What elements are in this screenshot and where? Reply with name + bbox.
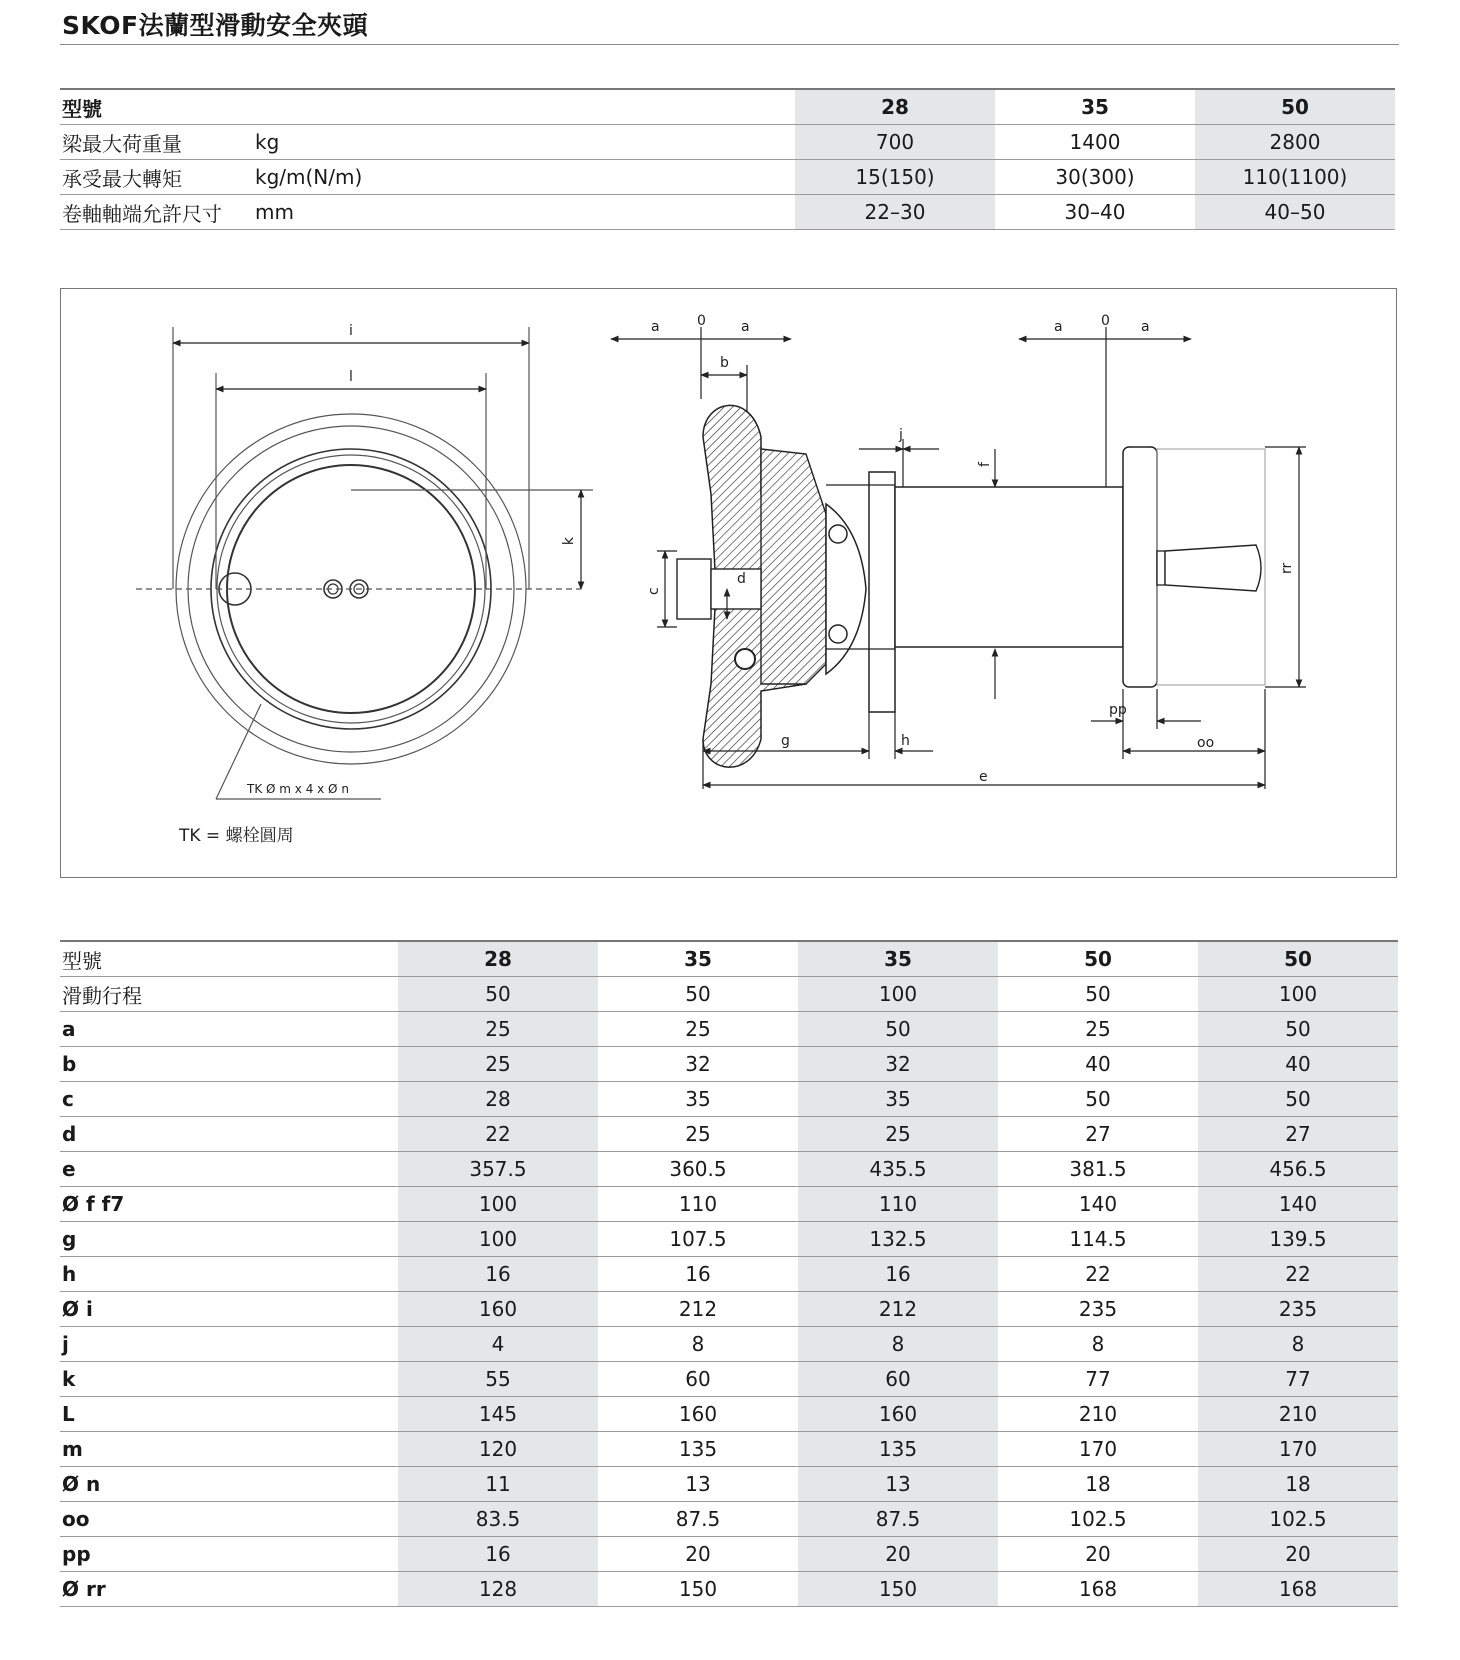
dim-row-label: b [60, 1047, 398, 1082]
spec-cell: 40–50 [1195, 195, 1395, 230]
spec-cell: 22–30 [795, 195, 995, 230]
dim-cell: 50 [1198, 1082, 1398, 1117]
dim-cell: 35 [798, 1082, 998, 1117]
handle-base [1157, 551, 1165, 585]
dim-cell: 135 [598, 1432, 798, 1467]
dim-cell: 135 [798, 1432, 998, 1467]
dim-label-rr: rr [1279, 562, 1295, 574]
dim-model-cell: 50 [998, 941, 1198, 977]
dim-cell: 210 [998, 1397, 1198, 1432]
spec-cell: 15(150) [795, 160, 995, 195]
dim-cell: 110 [798, 1187, 998, 1222]
tk-note: TK = 螺栓圓周 [179, 826, 294, 846]
dim-row-label: oo [60, 1502, 398, 1537]
dim-row-label: L [60, 1397, 398, 1432]
dim-model-cell: 28 [398, 941, 598, 977]
dim-cell: 160 [798, 1397, 998, 1432]
spec-cell: 1400 [995, 125, 1195, 160]
dim-row [60, 1362, 1398, 1397]
dim-cell: 77 [998, 1362, 1198, 1397]
dim-cell: 212 [598, 1292, 798, 1327]
spec-row [60, 195, 1395, 230]
dim-row-label: Ø n [60, 1467, 398, 1502]
dim-cell: 55 [398, 1362, 598, 1397]
dim-label-h: h [901, 733, 910, 749]
dim-cell: 27 [998, 1117, 1198, 1152]
dim-label-e: e [979, 769, 988, 785]
spec-cell: 110(1100) [1195, 160, 1395, 195]
dim-row [60, 1572, 1398, 1607]
o-ring [735, 649, 755, 669]
dim-row-label: pp [60, 1537, 398, 1572]
dim-row-label: m [60, 1432, 398, 1467]
dim-cell: 50 [598, 977, 798, 1012]
dim-cell: 8 [798, 1327, 998, 1362]
dim-label-pp: pp [1109, 702, 1127, 718]
dim-row-label: h [60, 1257, 398, 1292]
spec-row [60, 160, 1395, 195]
dim-cell: 16 [398, 1537, 598, 1572]
shaft-stub [677, 559, 711, 619]
dim-cell: 102.5 [998, 1502, 1198, 1537]
dim-row [60, 1012, 1398, 1047]
dim-row [60, 1502, 1398, 1537]
dim-cell: 381.5 [998, 1152, 1198, 1187]
dim-cell: 40 [1198, 1047, 1398, 1082]
dim-cell: 100 [798, 977, 998, 1012]
dim-label-a: a [1054, 319, 1063, 335]
dim-label-d: d [737, 571, 746, 587]
dim-cell: 357.5 [398, 1152, 598, 1187]
dim-label-zero: 0 [1101, 313, 1110, 329]
spec-model-cell: 28 [795, 89, 995, 125]
dim-label-c: c [646, 587, 662, 595]
dimension-table-body [60, 941, 1398, 1607]
spec-cell: 30(300) [995, 160, 1195, 195]
bearing-ball [829, 525, 847, 543]
dim-row [60, 1327, 1398, 1362]
dim-row [60, 1467, 1398, 1502]
spec-model-cell: 35 [995, 89, 1195, 125]
dim-cell: 235 [1198, 1292, 1398, 1327]
dim-cell: 160 [398, 1292, 598, 1327]
dim-cell: 40 [998, 1047, 1198, 1082]
dim-cell: 87.5 [598, 1502, 798, 1537]
dim-cell: 20 [998, 1537, 1198, 1572]
dim-row-label: Ø f f7 [60, 1187, 398, 1222]
dim-label-b: b [720, 355, 729, 371]
dim-row [60, 1117, 1398, 1152]
dim-model-cell: 35 [798, 941, 998, 977]
dim-cell: 170 [1198, 1432, 1398, 1467]
dim-model-cell: 50 [1198, 941, 1398, 977]
dim-cell: 8 [998, 1327, 1198, 1362]
dim-cell: 212 [798, 1292, 998, 1327]
dim-row-label: Ø rr [60, 1572, 398, 1607]
dim-row-label: d [60, 1117, 398, 1152]
dim-cell: 107.5 [598, 1222, 798, 1257]
dim-cell: 20 [598, 1537, 798, 1572]
dim-row [60, 1047, 1398, 1082]
dim-cell: 235 [998, 1292, 1198, 1327]
dim-cell: 22 [398, 1117, 598, 1152]
shaft-bore [711, 569, 761, 609]
spec-model-label: 型號 [60, 89, 795, 125]
dim-cell: 50 [998, 977, 1198, 1012]
dim-cell: 140 [1198, 1187, 1398, 1222]
dim-cell: 50 [798, 1012, 998, 1047]
dim-row [60, 1187, 1398, 1222]
dim-cell: 16 [398, 1257, 598, 1292]
dim-header-row [60, 941, 1398, 977]
dim-cell: 110 [598, 1187, 798, 1222]
dim-row [60, 1292, 1398, 1327]
dim-cell: 25 [798, 1117, 998, 1152]
front-view [136, 327, 593, 799]
dim-cell: 60 [798, 1362, 998, 1397]
page-title: SKOF法蘭型滑動安全夾頭 [62, 11, 369, 40]
dim-cell: 16 [798, 1257, 998, 1292]
dim-row-label: g [60, 1222, 398, 1257]
dim-row-label: e [60, 1152, 398, 1187]
dim-cell: 16 [598, 1257, 798, 1292]
dim-cell: 456.5 [1198, 1152, 1398, 1187]
dim-cell: 27 [1198, 1117, 1398, 1152]
dim-cell: 25 [398, 1047, 598, 1082]
dim-row-label: 滑動行程 [60, 977, 398, 1012]
dim-cell: 32 [798, 1047, 998, 1082]
dim-row [60, 1257, 1398, 1292]
dim-cell: 114.5 [998, 1222, 1198, 1257]
spec-row-unit: kg [255, 125, 795, 160]
spec-row-unit: mm [255, 195, 795, 230]
tk-formula-label: TK Ø m x 4 x Ø n [247, 782, 349, 796]
dim-cell: 35 [598, 1082, 798, 1117]
spec-model-cell: 50 [1195, 89, 1395, 125]
dim-label-g: g [781, 733, 790, 749]
dim-cell: 139.5 [1198, 1222, 1398, 1257]
dim-cell: 8 [1198, 1327, 1398, 1362]
dim-label-a: a [741, 319, 750, 335]
dim-cell: 128 [398, 1572, 598, 1607]
dim-row [60, 977, 1398, 1012]
dim-cell: 170 [998, 1432, 1198, 1467]
dim-cell: 50 [398, 977, 598, 1012]
dim-label-a: a [651, 319, 660, 335]
spec-row-unit: kg/m(N/m) [255, 160, 795, 195]
spec-table [60, 88, 1395, 230]
dim-row-label: j [60, 1327, 398, 1362]
dim-cell: 77 [1198, 1362, 1398, 1397]
dim-row [60, 1222, 1398, 1257]
mounting-flange [869, 472, 895, 712]
body-cylinder [895, 487, 1123, 647]
dim-model-cell: 35 [598, 941, 798, 977]
dim-row-label: c [60, 1082, 398, 1117]
dimension-table [60, 940, 1398, 1607]
dim-cell: 18 [1198, 1467, 1398, 1502]
handle-grip [1165, 545, 1261, 591]
dim-cell: 150 [598, 1572, 798, 1607]
dim-cell: 100 [398, 1222, 598, 1257]
spec-cell: 30–40 [995, 195, 1195, 230]
dim-label-f: f [977, 462, 993, 467]
dim-cell: 60 [598, 1362, 798, 1397]
dim-cell: 150 [798, 1572, 998, 1607]
dim-cell: 13 [598, 1467, 798, 1502]
dim-cell: 50 [1198, 1012, 1398, 1047]
spec-cell: 700 [795, 125, 995, 160]
spec-row-label: 梁最大荷重量 [60, 125, 255, 160]
dim-cell: 11 [398, 1467, 598, 1502]
dim-row [60, 1152, 1398, 1187]
bearing-ball [829, 625, 847, 643]
end-cap [1123, 447, 1157, 687]
spec-row-label: 承受最大轉矩 [60, 160, 255, 195]
dim-cell: 25 [998, 1012, 1198, 1047]
dim-cell: 25 [598, 1117, 798, 1152]
dim-label-zero: 0 [697, 313, 706, 329]
dim-cell: 87.5 [798, 1502, 998, 1537]
dim-label-a: a [1141, 319, 1150, 335]
dim-cell: 168 [998, 1572, 1198, 1607]
dim-cell: 160 [598, 1397, 798, 1432]
dim-cell: 4 [398, 1327, 598, 1362]
dim-cell: 8 [598, 1327, 798, 1362]
dim-label-k: k [561, 536, 577, 546]
dim-row [60, 1537, 1398, 1572]
dim-cell: 28 [398, 1082, 598, 1117]
dim-label-oo: oo [1197, 735, 1215, 751]
spec-header-row [60, 89, 1395, 125]
dim-cell: 25 [398, 1012, 598, 1047]
spec-row [60, 125, 1395, 160]
dim-cell: 50 [998, 1082, 1198, 1117]
dim-cell: 20 [798, 1537, 998, 1572]
spec-cell: 2800 [1195, 125, 1395, 160]
dim-label-j: j [899, 427, 903, 443]
dim-cell: 145 [398, 1397, 598, 1432]
dim-cell: 168 [1198, 1572, 1398, 1607]
dim-cell: 140 [998, 1187, 1198, 1222]
technical-drawing [61, 289, 1396, 877]
side-view [611, 313, 1306, 789]
dim-row-label: Ø i [60, 1292, 398, 1327]
dim-row [60, 1397, 1398, 1432]
dim-cell: 22 [998, 1257, 1198, 1292]
dim-cell: 32 [598, 1047, 798, 1082]
dim-row-label: a [60, 1012, 398, 1047]
title-divider [60, 44, 1399, 45]
dim-row [60, 1082, 1398, 1117]
dim-cell: 18 [998, 1467, 1198, 1502]
dim-cell: 210 [1198, 1397, 1398, 1432]
dim-cell: 83.5 [398, 1502, 598, 1537]
dim-cell: 435.5 [798, 1152, 998, 1187]
dim-cell: 22 [1198, 1257, 1398, 1292]
technical-drawing-frame [60, 288, 1397, 878]
dim-label-l: l [349, 369, 353, 385]
dim-cell: 132.5 [798, 1222, 998, 1257]
dim-cell: 20 [1198, 1537, 1398, 1572]
dim-cell: 360.5 [598, 1152, 798, 1187]
spec-row-label: 卷軸軸端允許尺寸 [60, 195, 255, 230]
dim-row-label: k [60, 1362, 398, 1397]
dim-cell: 13 [798, 1467, 998, 1502]
dim-cell: 25 [598, 1012, 798, 1047]
dim-model-label: 型號 [60, 941, 398, 977]
dim-cell: 102.5 [1198, 1502, 1398, 1537]
dim-cell: 100 [1198, 977, 1398, 1012]
dim-cell: 120 [398, 1432, 598, 1467]
dim-cell: 100 [398, 1187, 598, 1222]
dim-row [60, 1432, 1398, 1467]
dim-label-i: i [349, 323, 353, 339]
cone-section [761, 449, 826, 684]
